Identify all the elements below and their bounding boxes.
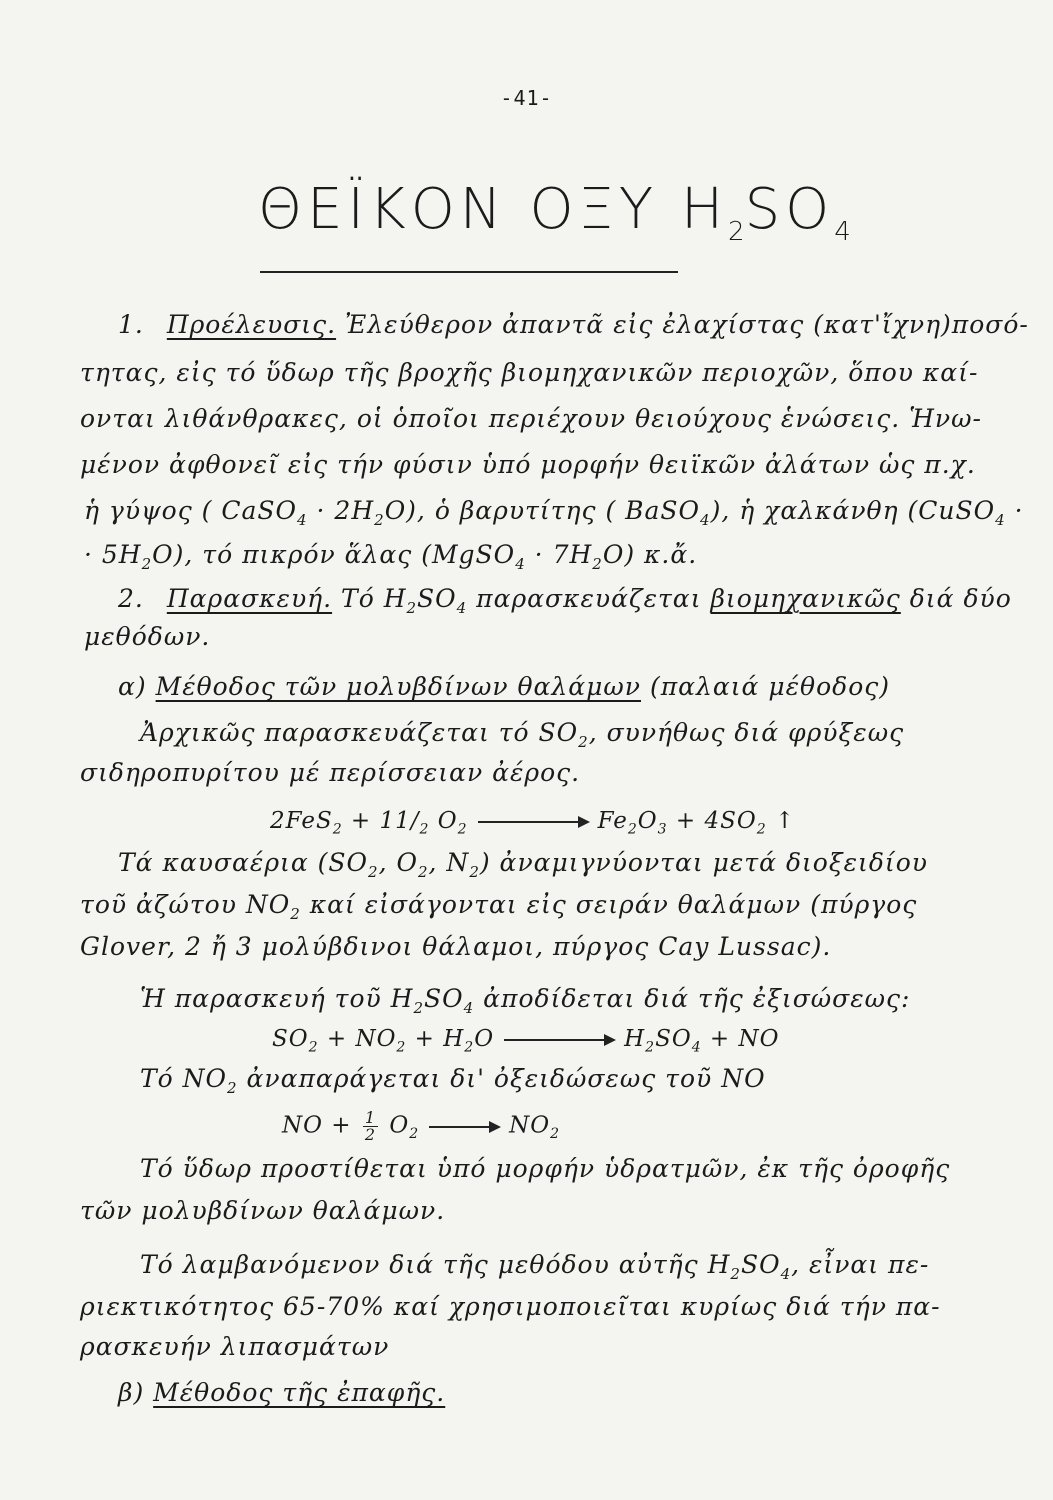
text-line-17: Τό ὕδωρ προστίθεται ὑπό μορφήν ὑδρατμῶν, ἐκ τῆς ὀροφῆς: [140, 1154, 951, 1183]
text-line-9: α) Μέθοδος τῶν μολυβδίνων θαλάμων (παλαιά μέθοδος): [118, 672, 890, 701]
text-line-18: τῶν μολυβδίνων θαλάμων.: [80, 1196, 446, 1225]
text-line-12: Τά καυσαέρια ($SO_2$, $O_2$, $N_2$) ἀναμιγνύονται μετά διοξειδίου: [118, 848, 928, 881]
text-line-14: Glover, 2 ἤ 3 μολύβδινοι θάλαμοι, πύργος Cay Lussac).: [80, 932, 832, 961]
text-line-19: Τό λαμβανόμενον διά τῆς μεθόδου αὐτῆς $H_2SO_4$, εἶναι πε-: [140, 1250, 930, 1283]
text-line-22: β) Μέθοδος τῆς ἐπαφῆς.: [118, 1378, 446, 1407]
text-line-5: ἡ γύψος ( CaSO$_4$ · $2H_2O$), ὁ βαρυτίτης ( BaSO$_4$), ἡ χαλκάνθη (CuSO$_4$ ·: [84, 496, 1024, 529]
section-number-1: 1.: [118, 310, 144, 339]
text-line-10: Ἀρχικῶς παρασκευάζεται τό $SO_2$, συνήθως διά φρύξεως: [140, 718, 905, 751]
text-line-7: 2. Παρασκευή. Τό $H_2SO_4$ παρασκευάζεται βιομηχανικῶς διά δύο: [118, 584, 1012, 617]
text-line-6: · $5H_2O$), τό πικρόν ἅλας (MgSO$_4$ · $7H_2O$) κ.ἄ.: [84, 540, 698, 573]
reaction-arrow: [478, 821, 588, 823]
subsection-heading-b: Μέθοδος τῆς ἐπαφῆς.: [153, 1378, 446, 1407]
equation-1: $2FeS_2 + 11/_2$ $O_2$ $Fe_2O_3 + 4SO_2$ ↑: [270, 808, 796, 838]
text-line-21: ρασκευήν λιπασμάτων: [80, 1332, 390, 1361]
fraction-one-half: $\frac{1}{2}$: [364, 1108, 377, 1144]
text-span: Ἐλεύθερον ἀπαντᾶ εἰς ἐλαχίστας (κατ'ἴχνη)ποσό-: [345, 310, 1029, 339]
title-text: ΘΕΪΚΟΝ ΟΞΥ H: [258, 177, 729, 242]
equation-2: $SO_2 + NO_2 + H_2O$ $H_2SO_4$ + NO: [272, 1026, 780, 1056]
title-sub-4: 4: [834, 217, 851, 248]
text-line-13: τοῦ ἀζώτου $NO_2$ καί εἰσάγονται εἰς σειράν θαλάμων (πύργος: [80, 890, 918, 923]
title-sub-2: 2: [728, 217, 745, 248]
section-number-2: 2.: [118, 584, 144, 613]
page-number: -41-: [500, 86, 553, 110]
equation-3: NO + $\frac{1}{2}$ $O_2$ $NO_2$: [282, 1108, 561, 1144]
section-heading-preparation: Παρασκευή.: [166, 584, 333, 613]
subsection-heading-a: Μέθοδος τῶν μολυβδίνων θαλάμων: [155, 672, 641, 701]
reaction-arrow: [504, 1039, 614, 1041]
text-line-1: [118, 310, 1029, 340]
text-line-15: Ἡ παρασκευή τοῦ $H_2SO_4$ ἀποδίδεται διά τῆς ἐξισώσεως:: [140, 984, 911, 1017]
section-heading-origin: Προέλευσις.: [166, 310, 337, 339]
text-line-11: σιδηροπυρίτου μέ περίσσειαν ἀέρος.: [80, 758, 581, 787]
text-line-2: τητας, εἰς τό ὕδωρ τῆς βροχῆς βιομηχανικῶν περιοχῶν, ὅπου καί-: [80, 358, 979, 387]
reaction-arrow: [429, 1126, 499, 1128]
title-underline: [260, 271, 678, 273]
text-line-3: ονται λιθάνθρακες, οἱ ὁποῖοι περιέχουν θειούχους ἑνώσεις. Ἡνω-: [80, 404, 982, 433]
title-formula: SO: [744, 177, 835, 242]
page-title: [258, 177, 851, 262]
text-line-4: μένον ἀφθονεῖ εἰς τήν φύσιν ὑπό μορφήν θειϊκῶν ἀλάτων ὡς π.χ.: [80, 450, 976, 479]
text-line-8: μεθόδων.: [84, 622, 211, 651]
text-line-16: Τό $NO_2$ ἀναπαράγεται δι' ὀξειδώσεως τοῦ NO: [140, 1064, 766, 1097]
text-line-20: ριεκτικότητος 65-70% καί χρησιμοποιεῖται κυρίως διά τήν πα-: [80, 1292, 941, 1321]
